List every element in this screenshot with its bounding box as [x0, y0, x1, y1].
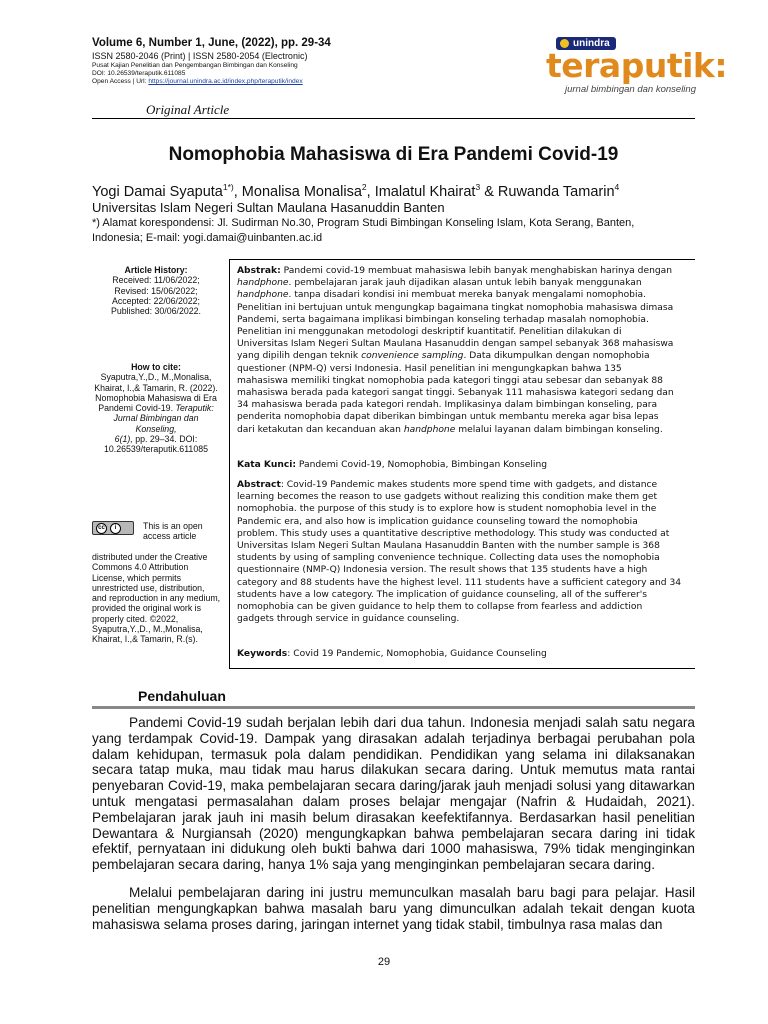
cite-text: Pandemi Covid-19.: [98, 403, 176, 414]
cite-text: pp. 29–34. DOI:: [132, 434, 198, 445]
article-title: Nomophobia Mahasiswa di Era Pandemi Covid-19: [168, 144, 619, 165]
abstract-line: 34 mahasiswa berada pada kategori rendah. Implikasinya dalam bimbingan konseling, para: [237, 400, 658, 411]
author-separator: ,: [233, 183, 242, 200]
abstract-line: dari ketakutan dan kecanduan akan handphone melalui layanan dalam bimbingan konseling.: [237, 424, 663, 435]
abstract-line: [237, 265, 688, 277]
abstract-line: questioner (NPM-Q) versi Indonesia. Hasil penelitian ini mengungkapkan bahwa 135: [237, 363, 622, 374]
abstract-line: gadgets through service in guidance counseling.: [237, 614, 460, 625]
abstract-line: Pandemi, serta bagaimana implikasi bimbingan konseling terhadap masalah nomophobia.: [237, 314, 649, 325]
abstract-line: penderita nomophobia dapat diberikan bimbingan untuk membantu mereka agar bisa lepas: [237, 412, 659, 423]
journal-publisher: Pusat Kajian Penelitian dan Pengembangan Bimbingan dan Konseling: [92, 62, 298, 69]
journal-url-link[interactable]: https://journal.unindra.ac.id/index.php/teraputik/index: [148, 78, 303, 85]
paragraph-text: Melalui pembelajaran daring ini justru memunculkan masalah baru bagi para pelajar. Hasil penelitian mengungkapkan bahwa masalah baru yang dimunculkan adalah tekait dengan kuota mahasiswa selama proses daring, jaringan internet yang tidak stabil, timbulnya rasa malas dan: [92, 885, 695, 932]
abstract-line: yang dipilih dengan teknik convenience sampling. Data dikumpulkan dengan nomophobia: [237, 351, 650, 362]
header-divider: [92, 118, 695, 119]
page-number: 29: [377, 956, 391, 968]
history-title: Article History:: [124, 265, 188, 275]
author-affiliation-mark: 4: [614, 182, 620, 192]
article-type: Original Article: [146, 102, 230, 117]
abstract-line: nomophobia. the purpose of this study is to explore how is student nomophobia level in the: [237, 504, 657, 515]
author-name: Ruwanda Tamarin: [497, 183, 615, 200]
correspondence-address: [92, 216, 692, 245]
body-paragraph: [92, 885, 695, 932]
author-name: Monalisa Monalisa: [241, 183, 362, 200]
teraputik-tagline: jurnal bimbingan dan konseling: [565, 84, 696, 95]
abstract-english: [237, 479, 688, 625]
cite-line: Nomophobia Mahasiswa di Era: [95, 392, 217, 403]
cite-volume: 6(1),: [114, 434, 133, 445]
keywords-text: : Covid 19 Pandemic, Nomophobia, Guidance Counseling: [287, 649, 547, 659]
cc-icon: cc: [96, 523, 107, 534]
cite-line: 10.26539/teraputik.611085: [103, 444, 209, 455]
journal-volume: Volume 6, Number 1, June, (2022), pp. 29-34: [92, 37, 331, 49]
cite-journal: Teraputik:: [175, 403, 214, 414]
author-name: Yogi Damai Syaputa: [92, 183, 223, 200]
correspondence-line: *) Alamat korespondensi: Jl. Sudirman No.30, Program Studi Bimbingan Konseling Islam, Kota Serang, Banten,: [92, 217, 635, 229]
license-line: Commons 4.0 Attribution: [92, 562, 189, 573]
cite-journal: Jurnal Bimbingan dan Konseling,: [113, 413, 199, 434]
author-university: Universitas Islam Negeri Sultan Maulana Hasanuddin Banten: [92, 200, 445, 215]
license-text: [92, 552, 228, 645]
history-accepted: Accepted: 22/06/2022;: [111, 295, 201, 306]
abstract-line: questionnaire (NMP-Q) Indonesia version. The result shows that 135 students have a high: [237, 565, 648, 576]
journal-doi: DOI: 10.26539/teraputik.611085: [92, 70, 186, 77]
author-separator: ,: [366, 183, 375, 200]
abstract-line: students have a low category. The implication of guidance counseling, all of the sufferer's: [237, 589, 648, 600]
abstract-text: : Covid-19 Pandemic makes students more spend time with gadgets, and distance: [280, 480, 658, 490]
license-line: Khairat, I.,& Tamarin, R.(s).: [92, 634, 198, 645]
abstract-line: [237, 479, 688, 491]
abstract-line: mahasiswa memiliki tingkat nomophobia pada kategori tinggi atau sebesar dan sebanyak 88: [237, 375, 663, 386]
license-line: distributed under the Creative: [92, 552, 208, 562]
italic-term: handphone: [403, 424, 456, 435]
abstract-line: Universitas Islam Negeri Sultan Maulana Hasanuddin dengan sampel sebanyak 368 mahasiswa: [237, 339, 674, 350]
abstract-label: Abstrak:: [237, 266, 281, 276]
keywords-english: [237, 648, 688, 660]
author-affiliation-mark: 3: [475, 182, 481, 192]
author-name: Imalatul Khairat: [374, 183, 476, 200]
cite-line: [92, 403, 220, 413]
creative-commons-badge[interactable]: [92, 521, 134, 535]
cite-line: Syaputra,Y.,D., M.,Monalisa,: [100, 372, 212, 383]
paragraph-text: Pandemi Covid-19 sudah berjalan lebih dari dua tahun. Indonesia menjadi salah satu negara yang terdampak Covid-19. Dampak yang dirasakan adalah terjadinya berbagai perubahan pola dalam kehidupan, termasuk pola dalam pendidikan. Pendidikan yang selama ini dilaksanakan secara tatap muka, mau tidak mau harus dilakukan secara daring. Untuk memutus mata rantai penyebaran Covid-19, maka pembelajaran secara daring/jarak jauh menjadi solusi yang ditawarkan untuk mengatasi permasalahan dalam proses belajar mengajar (Nafrin & Hudaidah, 2021). Pembelajaran jarak jauh ini masih belum dirasakan keefektifannya. Berdasarkan hasil penelitian Dewantara & Nurgiansah (2020) mengungkapkan bahwa pembelajaran secara daring ini tidak efektif, pernyataan ini didukung oleh bukti bahwa dari 1000 mahasiswa, 79% tidak menginginkan pembelajaran secara daring, hanya 1% saja yang menginginkan pembelajaran secara daring.: [92, 715, 695, 873]
license-text-top: This is an open access article: [143, 521, 203, 542]
abstract-label: Abstract: [237, 480, 281, 490]
section-heading: Pendahuluan: [138, 688, 226, 704]
abstract-line: Universitas Islam Negeri Sultan Maulana Hasanuddin Banten with the number sample is 368: [237, 541, 660, 552]
abstract-line: handphone. pembelajaran jarak jauh dijadikan alasan untuk lebih banyak menggunakan: [237, 278, 642, 289]
open-access-line: [92, 78, 303, 86]
article-history: [92, 265, 220, 316]
correspondence-line: Indonesia; E-mail: yogi.damai@uinbanten.ac.id: [92, 231, 323, 244]
italic-term: handphone: [237, 290, 289, 301]
journal-issn: ISSN 2580-2046 (Print) | ISSN 2580-2054 (Electronic): [92, 51, 308, 61]
unindra-logo-text: unindra: [573, 38, 610, 49]
abstract-line: Penelitian ini menggunakan metodologi deskriptif kuantitatif. Penelitian dilakukan di: [237, 327, 622, 338]
abstract-indonesian: [237, 265, 688, 436]
by-icon: i: [110, 523, 121, 534]
keywords-indonesian: [237, 459, 688, 471]
italic-term: handphone: [237, 278, 289, 289]
license-line: Syaputra,Y.,D., M.,Monalisa,: [92, 624, 203, 635]
keywords-text: Pandemi Covid-19, Nomophobia, Bimbingan Konseling: [296, 460, 548, 470]
author-list: [92, 182, 619, 200]
author-affiliation-mark: 1*): [222, 182, 234, 192]
abstract-line: problem. This study uses a quantitative descriptive methodology. This study was conducted at: [237, 528, 670, 539]
history-published: Published: 30/06/2022.: [111, 306, 201, 317]
how-to-cite: [92, 362, 220, 455]
abstract-line: students by using of sampling convenience technique. Collecting data uses the nomophobia: [237, 553, 660, 564]
license-line: provided the original work is: [92, 603, 202, 614]
cite-line: [92, 434, 220, 444]
open-access-prefix: Open Access | Url:: [92, 78, 149, 85]
teraputik-logo: teraputik:: [546, 46, 728, 85]
abstract-line: mahasiswa berada pada kategori sangat tinggi. Sebanyak 111 mahasiswa kategori sedang dan: [237, 388, 674, 399]
italic-term: convenience sampling: [361, 351, 464, 362]
body-paragraph: [92, 715, 695, 873]
history-revised: Revised: 15/06/2022;: [114, 285, 198, 296]
abstract-line: Pandemic era, and also how is implication guidance counseling toward the nomophobia: [237, 516, 638, 527]
history-received: Received: 11/06/2022;: [112, 275, 200, 286]
author-separator: &: [480, 183, 498, 200]
keywords-label: Kata Kunci:: [237, 460, 297, 470]
license-line: and reproduction in any medium,: [92, 593, 221, 604]
abstract-line: nomophobia can be given guidance to help them to collapse from fearless and addiction: [237, 602, 643, 613]
cite-line: Khairat, I.,& Tamarin, R. (2022).: [94, 382, 218, 393]
keywords-label: Keywords: [237, 649, 288, 659]
license-line: properly cited. ©2022,: [92, 613, 179, 624]
cite-line: [92, 413, 220, 434]
abstract-line: category and 88 students have the highest level. 111 students have a sufficient category and 34: [237, 577, 682, 588]
abstract-line: handphone. tanpa disadari kondisi ini membuat mereka banyak mengalami nomophobia.: [237, 290, 646, 301]
author-affiliation-mark: 2: [361, 182, 367, 192]
license-line: License, which permits: [92, 572, 181, 583]
abstract-line: learning becomes the reason to use gadgets without realizing this condition make them get: [237, 492, 658, 503]
section-divider: [92, 706, 695, 709]
abstract-text: Pandemi covid-19 membuat mahasiswa lebih banyak menghabiskan harinya dengan: [280, 266, 673, 276]
cite-title: How to cite:: [131, 362, 181, 372]
license-line: unrestricted use, distribution,: [92, 582, 205, 593]
abstract-line: Penelitian ini bertujuan untuk mengungkap bagaimana tingkat nomophobia mahasiswa dimasa: [237, 302, 674, 313]
